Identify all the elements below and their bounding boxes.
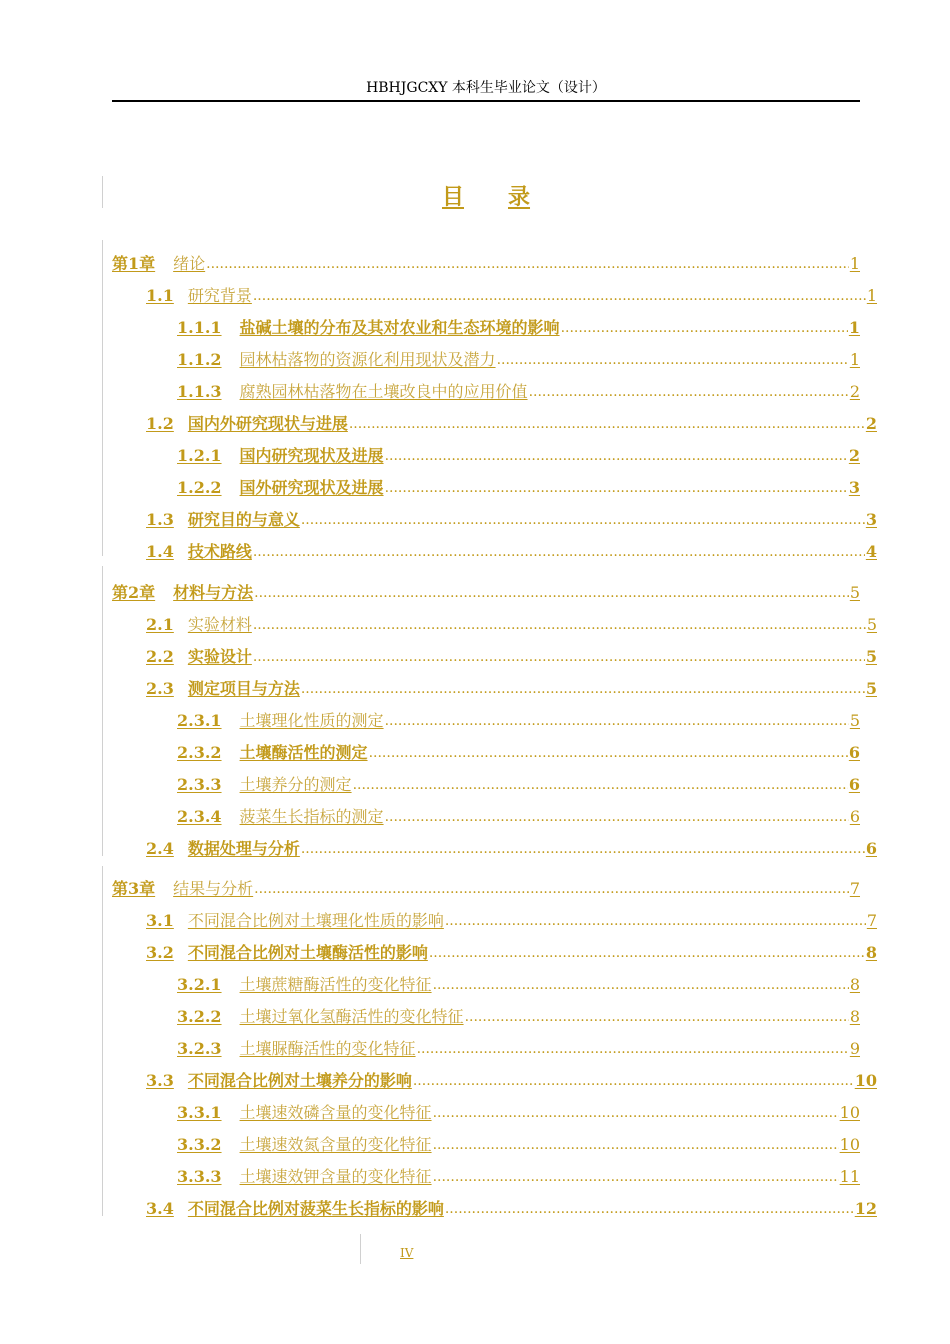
toc-entry-label: 不同混合比例对菠菜生长指标的影响 — [187, 1199, 444, 1218]
toc-entry-number: 3.2.1 — [177, 975, 222, 994]
toc-entry-2-3-1[interactable] — [177, 705, 860, 731]
toc-entry-page: 9 — [849, 1039, 860, 1058]
toc-entry-page: 6 — [865, 839, 877, 858]
toc-leader-dots — [253, 286, 866, 306]
toc-leader-dots — [417, 1039, 849, 1059]
toc-leader-dots — [385, 711, 849, 731]
toc-entry-3-2-2[interactable] — [177, 1001, 860, 1027]
toc-entry-3-3-2[interactable] — [177, 1129, 860, 1155]
toc-entry-1-4[interactable] — [129, 536, 877, 562]
toc-entry-2-3-2[interactable] — [177, 737, 860, 763]
toc-entry-label: 土壤过氧化氢酶活性的变化特征 — [239, 1007, 464, 1026]
toc-entry-2-3[interactable] — [129, 673, 877, 699]
toc-entry-2-2[interactable] — [129, 641, 877, 667]
toc-title — [112, 180, 860, 211]
toc-entry-number: 3.2.2 — [177, 1007, 222, 1026]
toc-leader-dots — [385, 478, 848, 498]
toc-leader-dots — [253, 615, 866, 635]
page-number: IV — [400, 1246, 414, 1260]
toc-entry-3-3[interactable] — [129, 1065, 877, 1091]
toc-entry-ch3[interactable] — [112, 873, 860, 899]
toc-leader-dots — [301, 839, 865, 859]
toc-entry-number: 2.3.1 — [177, 711, 222, 730]
toc-leader-dots — [433, 1167, 839, 1187]
toc-entry-label: 盐碱土壤的分布及其对农业和生态环境的影响 — [239, 318, 560, 337]
toc-entry-label: 土壤理化性质的测定 — [239, 711, 384, 730]
toc-entry-label: 土壤酶活性的测定 — [239, 743, 368, 762]
toc-entry-ch2[interactable] — [112, 577, 860, 603]
toc-entry-label: 不同混合比例对土壤养分的影响 — [187, 1071, 412, 1090]
toc-leader-dots — [497, 350, 849, 370]
toc-entry-page: 1 — [849, 254, 860, 273]
toc-leader-dots — [529, 382, 849, 402]
toc-entry-page: 8 — [865, 943, 877, 962]
toc-leader-dots — [385, 446, 848, 466]
toc-entry-number: 2.3.4 — [177, 807, 222, 826]
toc-leader-dots — [561, 318, 848, 338]
toc-entry-label: 菠菜生长指标的测定 — [239, 807, 384, 826]
toc-entry-number: 3.3.3 — [177, 1167, 222, 1186]
toc-entry-1-2-2[interactable] — [177, 472, 860, 498]
toc-leader-dots — [433, 975, 849, 995]
toc-entry-label: 国内外研究现状与进展 — [187, 414, 348, 433]
toc-entry-page: 8 — [849, 975, 860, 994]
toc-entry-label: 土壤养分的测定 — [239, 775, 352, 794]
toc-entry-label: 土壤速效磷含量的变化特征 — [239, 1103, 432, 1122]
toc-leader-dots — [413, 1071, 854, 1091]
toc-entry-page: 5 — [849, 583, 860, 602]
toc-entry-page: 3 — [865, 510, 877, 529]
toc-leader-dots — [433, 1103, 839, 1123]
toc-entry-1-1-1[interactable] — [177, 312, 860, 338]
toc-entry-page: 5 — [849, 711, 860, 730]
toc-entry-3-2-3[interactable] — [177, 1033, 860, 1059]
toc-entry-label: 测定项目与方法 — [187, 679, 300, 698]
toc-entry-label: 研究背景 — [187, 286, 252, 305]
toc-entry-number: 1.1 — [146, 286, 174, 305]
toc-entry-page: 5 — [865, 679, 877, 698]
toc-entry-number: 2.1 — [146, 615, 174, 634]
toc-entry-number: 第2章 — [112, 583, 156, 602]
toc-leader-dots — [369, 743, 848, 763]
toc-entry-label: 国内研究现状及进展 — [239, 446, 384, 465]
toc-entry-page: 6 — [849, 807, 860, 826]
toc-leader-dots — [445, 1199, 854, 1219]
toc-entry-label: 实验材料 — [187, 615, 252, 634]
toc-leader-dots — [429, 943, 865, 963]
toc-entry-label: 不同混合比例对土壤理化性质的影响 — [187, 911, 444, 930]
toc-title-char-1: 目 — [441, 184, 464, 210]
toc-entry-3-3-3[interactable] — [177, 1161, 860, 1187]
toc-entry-number: 1.3 — [146, 510, 174, 529]
toc-leader-dots — [254, 879, 849, 899]
toc-entry-label: 土壤速效氮含量的变化特征 — [239, 1135, 432, 1154]
toc-entry-number: 2.4 — [146, 839, 174, 858]
toc-entry-number: 3.3.2 — [177, 1135, 222, 1154]
margin-mark — [102, 866, 103, 1216]
toc-entry-number: 第1章 — [112, 254, 156, 273]
toc-entry-2-1[interactable] — [129, 609, 877, 635]
toc-entry-label: 实验设计 — [187, 647, 252, 666]
margin-mark — [360, 1234, 361, 1264]
toc-entry-label: 研究目的与意义 — [187, 510, 300, 529]
toc-leader-dots — [385, 807, 849, 827]
toc-entry-number: 1.4 — [146, 542, 174, 561]
toc-entry-2-4[interactable] — [129, 833, 877, 859]
toc-entry-label: 腐熟园林枯落物在土壤改良中的应用价值 — [239, 382, 528, 401]
toc-leader-dots — [253, 647, 865, 667]
toc-leader-dots — [301, 679, 865, 699]
toc-entry-label: 土壤蔗糖酶活性的变化特征 — [239, 975, 432, 994]
toc-entry-number: 2.3 — [146, 679, 174, 698]
toc-entry-number: 1.2.2 — [177, 478, 222, 497]
toc-entry-3-2-1[interactable] — [177, 969, 860, 995]
toc-entry-3-4[interactable] — [129, 1193, 877, 1219]
toc-entry-page: 6 — [848, 775, 860, 794]
toc-entry-page: 3 — [848, 478, 860, 497]
toc-leader-dots — [301, 510, 865, 530]
toc-leader-dots — [465, 1007, 849, 1027]
toc-entry-number: 2.3.3 — [177, 775, 222, 794]
toc-leader-dots — [353, 775, 848, 795]
toc-entry-page: 2 — [849, 382, 860, 401]
margin-mark — [102, 176, 103, 208]
toc-entry-page: 10 — [839, 1103, 860, 1122]
margin-mark — [102, 566, 103, 856]
toc-leader-dots — [433, 1135, 839, 1155]
toc-entry-label: 数据处理与分析 — [187, 839, 300, 858]
toc-entry-page: 7 — [866, 911, 877, 930]
toc-entry-page: 1 — [866, 286, 877, 305]
page-header: HBHJGCXY 本科生毕业论文（设计） — [366, 80, 606, 96]
toc-entry-page: 8 — [849, 1007, 860, 1026]
toc-entry-number: 2.2 — [146, 647, 174, 666]
toc-entry-page: 1 — [849, 350, 860, 369]
header-rule — [112, 100, 860, 102]
margin-mark — [102, 240, 103, 556]
toc-entry-1-2-1[interactable] — [177, 440, 860, 466]
toc-entry-number: 1.1.3 — [177, 382, 222, 401]
toc-entry-number: 1.2.1 — [177, 446, 222, 465]
toc-entry-2-3-4[interactable] — [177, 801, 860, 827]
toc-entry-number: 1.1.2 — [177, 350, 222, 369]
toc-entry-number: 2.3.2 — [177, 743, 222, 762]
toc-leader-dots — [349, 414, 865, 434]
toc-leader-dots — [445, 911, 866, 931]
toc-entry-page: 12 — [854, 1199, 877, 1218]
toc-leader-dots — [253, 542, 865, 562]
toc-entry-page: 4 — [865, 542, 877, 561]
toc-entry-label: 园林枯落物的资源化利用现状及潜力 — [239, 350, 496, 369]
toc-entry-number: 1.2 — [146, 414, 174, 433]
toc-title-char-2: 录 — [508, 184, 531, 210]
toc-entry-3-1[interactable] — [129, 905, 877, 931]
toc-entry-label: 技术路线 — [187, 542, 252, 561]
toc-entry-page: 5 — [865, 647, 877, 666]
toc-entry-number: 3.1 — [146, 911, 174, 930]
toc-entry-number: 3.2 — [146, 943, 174, 962]
toc-entry-page: 2 — [865, 414, 877, 433]
toc-entry-number: 3.4 — [146, 1199, 174, 1218]
toc-entry-1-1-3[interactable] — [177, 376, 860, 402]
toc-entry-3-2[interactable] — [129, 937, 877, 963]
toc-leader-dots — [254, 583, 849, 603]
toc-entry-label: 国外研究现状及进展 — [239, 478, 384, 497]
toc-entry-page: 10 — [839, 1135, 860, 1154]
toc-entry-page: 7 — [849, 879, 860, 898]
toc-entry-1-1[interactable] — [129, 280, 877, 306]
toc-entry-number: 1.1.1 — [177, 318, 222, 337]
toc-entry-number: 3.2.3 — [177, 1039, 222, 1058]
toc-entry-label: 土壤脲酶活性的变化特征 — [239, 1039, 416, 1058]
toc-entry-page: 1 — [848, 318, 860, 337]
toc-entry-1-3[interactable] — [129, 504, 877, 530]
toc-entry-label: 绪论 — [173, 254, 206, 273]
toc-entry-label: 材料与方法 — [173, 583, 254, 602]
toc-entry-number: 第3章 — [112, 879, 156, 898]
toc-entry-number: 3.3 — [146, 1071, 174, 1090]
toc-entry-page: 6 — [848, 743, 860, 762]
toc-entry-2-3-3[interactable] — [177, 769, 860, 795]
toc-entry-page: 5 — [866, 615, 877, 634]
toc-entry-page: 2 — [848, 446, 860, 465]
toc-entry-label: 结果与分析 — [173, 879, 254, 898]
toc-entry-1-2[interactable] — [129, 408, 877, 434]
toc-entry-number: 3.3.1 — [177, 1103, 222, 1122]
toc-entry-ch1[interactable] — [112, 248, 860, 274]
toc-entry-page: 11 — [839, 1167, 860, 1186]
toc-entry-label: 土壤速效钾含量的变化特征 — [239, 1167, 432, 1186]
toc-entry-1-1-2[interactable] — [177, 344, 860, 370]
toc-leader-dots — [206, 254, 849, 274]
toc-entry-3-3-1[interactable] — [177, 1097, 860, 1123]
toc-entry-label: 不同混合比例对土壤酶活性的影响 — [187, 943, 428, 962]
toc-entry-page: 10 — [854, 1071, 877, 1090]
